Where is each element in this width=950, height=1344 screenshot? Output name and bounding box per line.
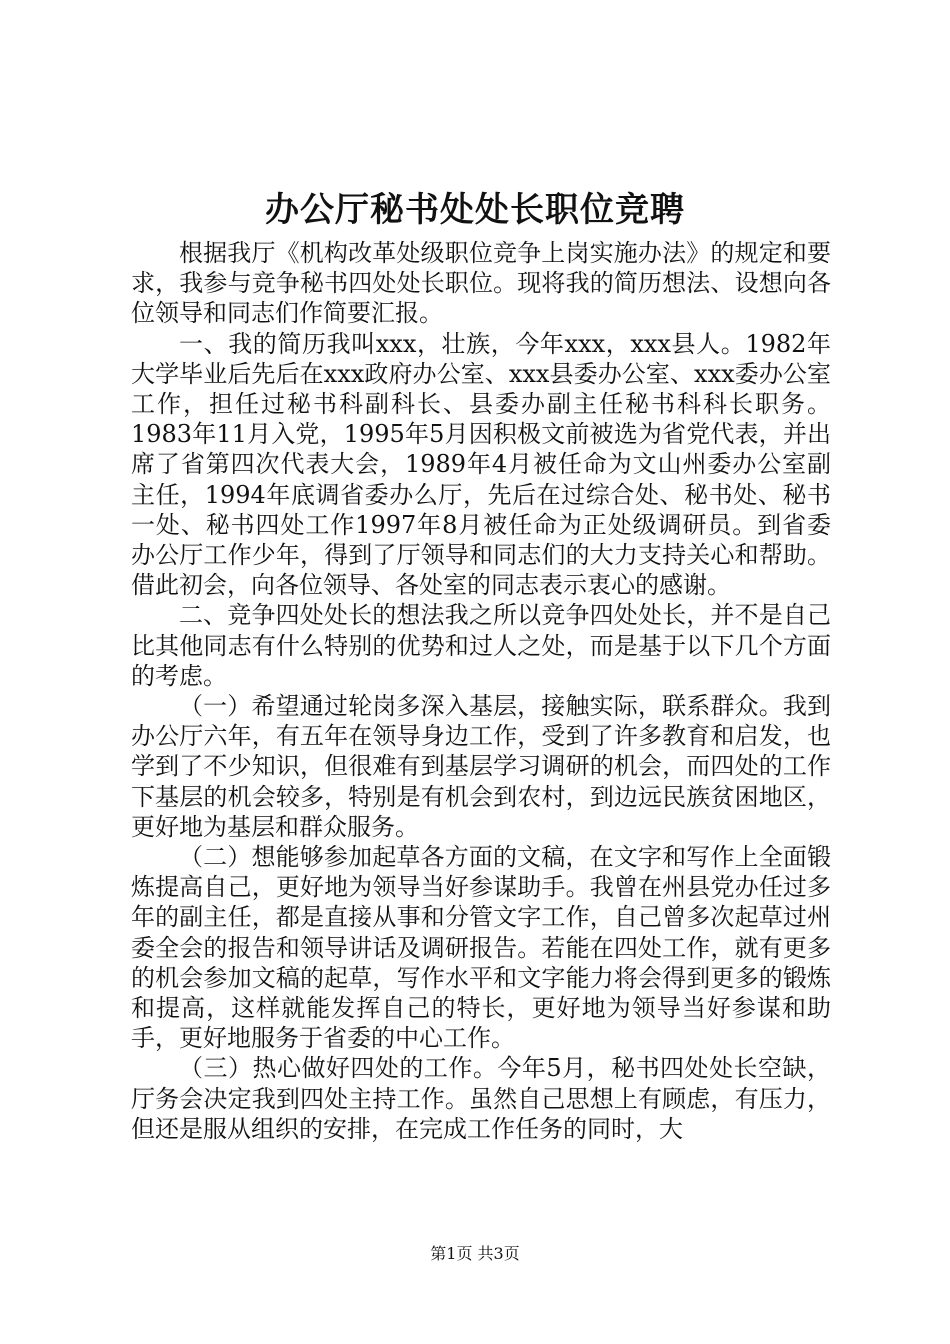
document-title: 办公厅秘书处处长职位竞聘 (265, 190, 685, 230)
paragraph-point-three: （三）热心做好四处的工作。今年5月，秘书四处处长空缺，厅务会决定我到四处主持工作。虽然自己思想上有顾虑，有压力，但还是服从组织的安排，在完成工作任务的同时，大 (131, 1054, 831, 1143)
paragraph-motivation: 二、竞争四处处长的想法我之所以竞争四处处长，并不是自己比其他同志有什么特别的优势和过人之处，而是基于以下几个方面的考虑。 (131, 601, 831, 690)
paragraph-intro: 根据我厅《机构改革处级职位竞争上岗实施办法》的规定和要求，我参与竞争秘书四处处长职位。现将我的简历想法、设想向各位领导和同志们作简要汇报。 (131, 239, 831, 328)
document-body (131, 238, 831, 1144)
page-number-footer: 第1页 共3页 (430, 1244, 520, 1263)
paragraph-resume: 一、我的简历我叫xxx，壮族，今年xxx，xxx县人。1982年大学毕业后先后在xxx政府办公室、xxx县委办公室、xxx委办公室工作，担任过秘书科副科长、县委办副主任秘书科科长职务。1983年11月入党，1995年5月因积极文前被选为省党代表，并出席了省第四次代表大会，1989年4月被任命为文山州委办公室副主任，1994年底调省委办么厅，先后在过综合处、秘书处、秘书一处、秘书四处工作1997年8月被任命为正处级调研员。到省委办公厅工作少年，得到了厅领导和同志们的大力支持关心和帮助。借此初会，向各位领导、各处室的同志表示衷心的感谢。 (131, 329, 831, 600)
paragraph-point-one: （一）希望通过轮岗多深入基层，接触实际，联系群众。我到办公厅六年，有五年在领导身边工作，受到了许多教育和启发，也学到了不少知识，但很难有到基层学习调研的机会，而四处的工作下基层的机会较多，特别是有机会到农村，到边远民族贫困地区，更好地为基层和群众服务。 (131, 692, 831, 841)
paragraph-point-two: （二）想能够参加起草各方面的文稿，在文字和写作上全面锻炼提高自己，更好地为领导当好参谋助手。我曾在州县党办任过多年的副主任，都是直接从事和分管文字工作，自己曾多次起草过州委全会的报告和领导讲话及调研报告。若能在四处工作，就有更多的机会参加文稿的起草，写作水平和文字能力将会得到更多的锻炼和提高，这样就能发挥自己的特长，更好地为领导当好参谋和助手，更好地服务于省委的中心工作。 (131, 843, 831, 1053)
